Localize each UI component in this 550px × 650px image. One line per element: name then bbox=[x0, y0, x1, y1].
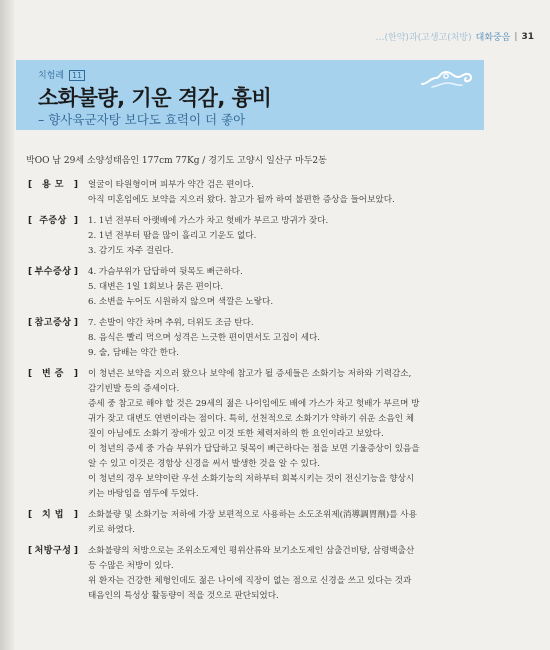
body-line: 감기빈발 등의 증세이다. bbox=[88, 384, 180, 394]
case-section bbox=[26, 265, 504, 310]
running-head bbox=[376, 30, 534, 43]
bracket-open: [ bbox=[28, 510, 33, 520]
bracket-close: ] bbox=[73, 369, 78, 379]
patient-info: 박OO 남 29세 소양성태음인 177cm 77Kg / 경기도 고양시 일산구 마두2동 bbox=[26, 156, 327, 166]
section-label bbox=[26, 508, 80, 523]
bracket-close: ] bbox=[73, 510, 78, 520]
case-title: 소화불량, 기운 격감, 흉비 bbox=[38, 86, 272, 110]
section-label-text: 주증상 bbox=[39, 216, 67, 226]
case-sections bbox=[26, 178, 504, 610]
body-line: 위 환자는 건강한 체형인데도 젊은 나이에 직장이 없는 점으로 신경을 쓰고 있다는 것과 bbox=[88, 576, 412, 586]
body-line: 질이 아님에도 소화기 장애가 있고 이것 또한 체력저하의 한 요인이라고 보았다. bbox=[88, 429, 384, 439]
body-line: 귀가 잦고 대변도 연변이라는 점이다. 특히, 선천적으로 소화기가 약하기 쉬운 소음인 체 bbox=[88, 414, 415, 424]
bracket-close: ] bbox=[73, 267, 78, 277]
body-line: 키는 바탕임을 염두에 두었다. bbox=[88, 489, 199, 499]
body-line: 태음인의 특성상 활동량이 적을 것으로 판단되었다. bbox=[88, 591, 279, 601]
section-body bbox=[80, 367, 504, 502]
section-body bbox=[80, 265, 504, 310]
body-line: 9. 술, 담배는 약간 한다. bbox=[88, 348, 180, 358]
section-label-text: 처방구성 bbox=[34, 546, 72, 556]
body-line: 6. 소변을 누어도 시원하지 않으며 색깔은 노랗다. bbox=[88, 297, 274, 307]
bracket-open: [ bbox=[28, 267, 33, 277]
body-line: 이 청년의 증세 중 가슴 부위가 답답하고 뒷목이 뻐근하다는 점을 보면 기울증상이 있음을 bbox=[88, 444, 420, 454]
body-line: 알 수 있고 이것은 경함상 신경을 써서 발생한 것을 알 수 있다. bbox=[88, 459, 321, 469]
section-label-text: 치 법 bbox=[41, 510, 65, 520]
section-body bbox=[80, 316, 504, 361]
body-line: 4. 가슴부위가 답답하여 뒷목도 뻐근하다. bbox=[88, 267, 243, 277]
section-label-text: 용 모 bbox=[41, 180, 65, 190]
body-line: 소화불량의 처방으로는 조위소도제인 평위산류와 보기소도제인 삼출건비탕, 삼령백출산 bbox=[88, 546, 415, 556]
running-head-prefix: …(한약)과(고생고(처방) bbox=[375, 33, 472, 43]
body-line: 등 수많은 처방이 있다. bbox=[88, 561, 174, 571]
case-section bbox=[26, 316, 504, 361]
body-line: 소화불량 및 소화기능 저하에 가장 보편적으로 사용하는 소도조위제(消導調胃劑)를 사용 bbox=[88, 510, 417, 520]
case-number: 11 bbox=[69, 70, 85, 81]
section-label-text: 참고증상 bbox=[34, 318, 72, 328]
case-section bbox=[26, 178, 504, 208]
section-label-text: 부수증상 bbox=[34, 267, 72, 277]
page-gutter bbox=[0, 0, 14, 650]
section-body bbox=[80, 544, 504, 604]
body-line: 2. 1년 전부터 땀을 많이 흘리고 기운도 없다. bbox=[88, 231, 257, 241]
section-body bbox=[80, 508, 504, 538]
bracket-open: [ bbox=[28, 318, 33, 328]
section-body bbox=[80, 214, 504, 259]
bracket-close: ] bbox=[73, 216, 78, 226]
section-label bbox=[26, 265, 80, 280]
body-line: 7. 손발이 약간 차며 추위, 더위도 조금 탄다. bbox=[88, 318, 254, 328]
body-line: 1. 1년 전부터 아랫배에 가스가 차고 헛배가 부르고 방귀가 잦다. bbox=[88, 216, 329, 226]
section-label-text: 변 증 bbox=[41, 369, 65, 379]
running-head-divider: | bbox=[514, 31, 518, 42]
bracket-open: [ bbox=[28, 216, 33, 226]
body-line: 키로 하였다. bbox=[88, 525, 135, 535]
case-section bbox=[26, 508, 504, 538]
body-line: 3. 감기도 자주 걸린다. bbox=[88, 246, 174, 256]
bracket-open: [ bbox=[28, 180, 33, 190]
case-section bbox=[26, 544, 504, 604]
running-head-section: 대화중음 bbox=[475, 33, 511, 43]
section-label bbox=[26, 214, 80, 229]
body-line: 이 청년의 경우 보약이란 우선 소화기능의 저하부터 회복시키는 것이 전신기능을 향상시 bbox=[88, 474, 415, 484]
body-line: 8. 음식은 빨리 먹으며 성격은 느긋한 편이면서도 고집이 세다. bbox=[88, 333, 321, 343]
bracket-open: [ bbox=[28, 369, 33, 379]
body-line: 얼굴이 타원형이며 피부가 약간 검은 편이다. bbox=[88, 180, 254, 190]
page-number: 31 bbox=[521, 31, 534, 42]
section-body bbox=[80, 178, 504, 208]
body-line: 아직 미혼임에도 보약을 지으러 왔다. 참고가 될까 하여 불편한 증상을 들어보았다. bbox=[88, 195, 395, 205]
bracket-close: ] bbox=[73, 546, 78, 556]
bracket-close: ] bbox=[73, 180, 78, 190]
title-banner bbox=[16, 60, 484, 130]
cloud-ornament-icon bbox=[418, 66, 478, 90]
section-label bbox=[26, 178, 80, 193]
section-label bbox=[26, 544, 80, 559]
case-subtitle: – 향사육군자탕 보다도 효력이 더 좋아 bbox=[38, 112, 246, 127]
case-tag-label: 치험례 bbox=[38, 71, 65, 81]
body-line: 증세 중 참고로 해야 할 것은 29세의 젊은 나이임에도 배에 가스가 차고 헛배가 부르며 방 bbox=[88, 399, 420, 409]
case-tag bbox=[38, 68, 85, 81]
body-line: 5. 대변은 1일 1회보나 묽은 편이다. bbox=[88, 282, 224, 292]
section-label bbox=[26, 316, 80, 331]
section-label bbox=[26, 367, 80, 382]
bracket-open: [ bbox=[28, 546, 33, 556]
case-section bbox=[26, 367, 504, 502]
case-section bbox=[26, 214, 504, 259]
body-line: 이 청년은 보약을 지으러 왔으나 보약에 참고가 될 증세들은 소화기능 저하와 기력감소, bbox=[88, 369, 412, 379]
bracket-close: ] bbox=[73, 318, 78, 328]
